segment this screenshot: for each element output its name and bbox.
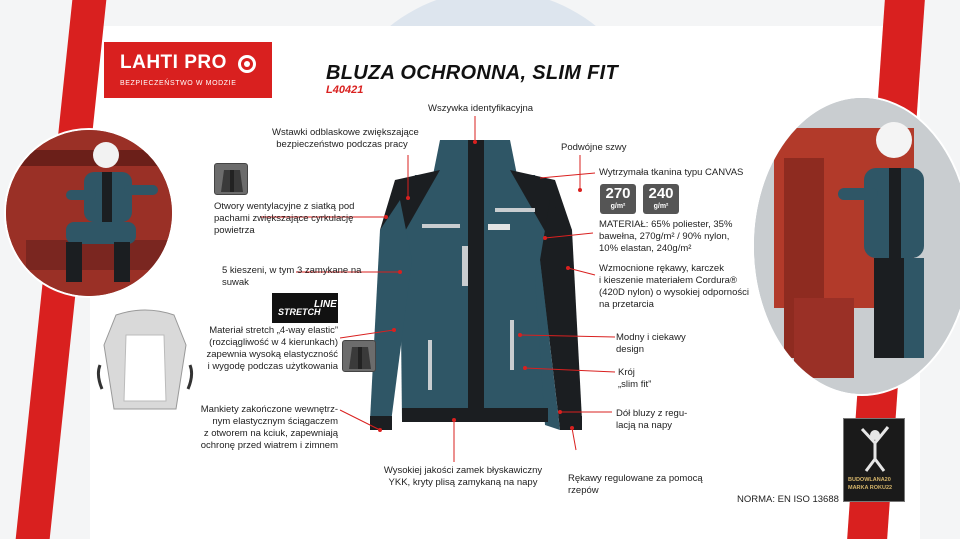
label-hem-line-2: lacją na napy [616, 420, 672, 431]
label-material-line-2: bawełna, 270g/m² / 90% nylon, [599, 231, 730, 242]
label-material-line-3: 10% elastan, 240g/m² [599, 243, 692, 254]
label-cuffs-line-4: ochronę przed wiatrem i zimnem [200, 440, 338, 451]
weight-badge-240 [643, 184, 679, 214]
label-material [599, 219, 732, 255]
weight-value-240: 240 [648, 185, 674, 202]
award-figure-icon [844, 419, 906, 475]
norma-label: NORMA: EN ISO 13688 [737, 494, 839, 505]
label-vent-line-1: Otwory wentylacyjne z siatką pod [214, 201, 355, 212]
label-stretch-line-2: (rozciągliwość w 4 kierunkach) [209, 337, 338, 348]
label-canvas: Wytrzymała tkanina typu CANVAS [599, 167, 744, 178]
weight-badge-270 [600, 184, 636, 214]
label-reinforced-line-1: Wzmocnione rękawy, karczek [599, 263, 724, 274]
label-reflective-line-1: Wstawki odblaskowe zwiększające [272, 127, 419, 138]
label-sleeves [568, 473, 703, 497]
jacket-vent-icon [215, 164, 249, 196]
label-stretch-line-1: Materiał stretch „4-way elastic” [209, 325, 338, 336]
label-vent [214, 201, 354, 237]
label-sleeves-line-2: rzepów [568, 485, 599, 496]
back-mesh-illustration [96, 305, 194, 417]
label-reflective-line-2: bezpieczeństwo podczas pracy [276, 139, 408, 150]
label-reinforced-line-2: i kieszenie materiałem Cordura® [599, 275, 737, 286]
label-zip-line-1: Wysokiej jakości zamek błyskawiczny [383, 465, 543, 476]
label-sleeves-line-1: Rękawy regulowane za pomocą [568, 473, 703, 484]
label-pockets-line-1: 5 kieszeni, w tym 3 zamykane na [222, 265, 362, 276]
label-pockets [222, 265, 361, 289]
label-zip-line-2: YKK, kryty plisą zamykaną na napy [388, 477, 538, 488]
label-modern-line-2: design [616, 344, 644, 355]
award-line-2: MARKA ROKU22 [848, 485, 893, 491]
product-title: BLUZA OCHRONNA, SLIM FIT [326, 62, 618, 84]
label-cut-line-2: „slim fit” [618, 379, 652, 390]
label-stretch-line-4: i wygodę podczas użytkowania [207, 361, 338, 372]
stretch-line-logo [272, 293, 338, 323]
label-material-line-1: MATERIAŁ: 65% poliester, 35% [599, 219, 733, 230]
label-pockets-line-2: suwak [222, 277, 249, 288]
label-reinforced-line-4: na przetarcia [599, 299, 654, 310]
label-cuffs-line-3: z otworem na kciuk, zapewniają [203, 428, 338, 439]
stretch-logo-text-2: LINE [314, 299, 337, 310]
stretch-logo-text-1: STRETCH [278, 307, 321, 317]
brand-tagline: BEZPIECZEŃSTWO W MODZIE [120, 80, 237, 87]
label-stretch-line-3: zapewnia wysoką elastyczność [206, 349, 338, 360]
label-cuffs [196, 404, 338, 452]
label-identification: Wszywka identyfikacyjna [428, 103, 534, 114]
label-vent-line-3: powietrza [214, 225, 255, 236]
weight-unit-240: g/m² [653, 203, 669, 210]
label-modern [616, 332, 686, 356]
label-stretch [196, 325, 338, 373]
award-line-1: BUDOWLANA20 [848, 477, 891, 483]
label-zip [378, 465, 548, 489]
label-double-seams: Podwójne szwy [561, 142, 627, 153]
brand-name: LAHTI PRO [120, 52, 227, 73]
label-cut-line-1: Krój [618, 367, 635, 378]
label-hem-line-1: Dół bluzy z regu- [616, 408, 688, 419]
label-cuffs-line-2: nym elastycznym ściągaczem [212, 416, 338, 427]
label-reinforced [599, 263, 749, 311]
label-cuffs-line-1: Mankiety zakończone wewnętrz- [200, 404, 338, 415]
label-hem [616, 408, 687, 432]
label-modern-line-1: Modny i ciekawy [616, 332, 686, 343]
label-cut [618, 367, 651, 391]
weight-unit-270: g/m² [610, 203, 626, 210]
jacket-stretch-icon [343, 341, 377, 373]
label-vent-line-2: pachami zwiększające cyrkulację [214, 213, 354, 224]
product-code: L40421 [326, 84, 364, 96]
vent-mesh-thumbnail [214, 163, 248, 195]
award-badge [843, 418, 905, 502]
label-reinforced-line-3: (420D nylon) o wysokiej odporności [599, 287, 749, 298]
label-reflective [272, 127, 419, 151]
stretch-jacket-thumbnail [342, 340, 376, 372]
weight-value-270: 270 [605, 185, 631, 202]
